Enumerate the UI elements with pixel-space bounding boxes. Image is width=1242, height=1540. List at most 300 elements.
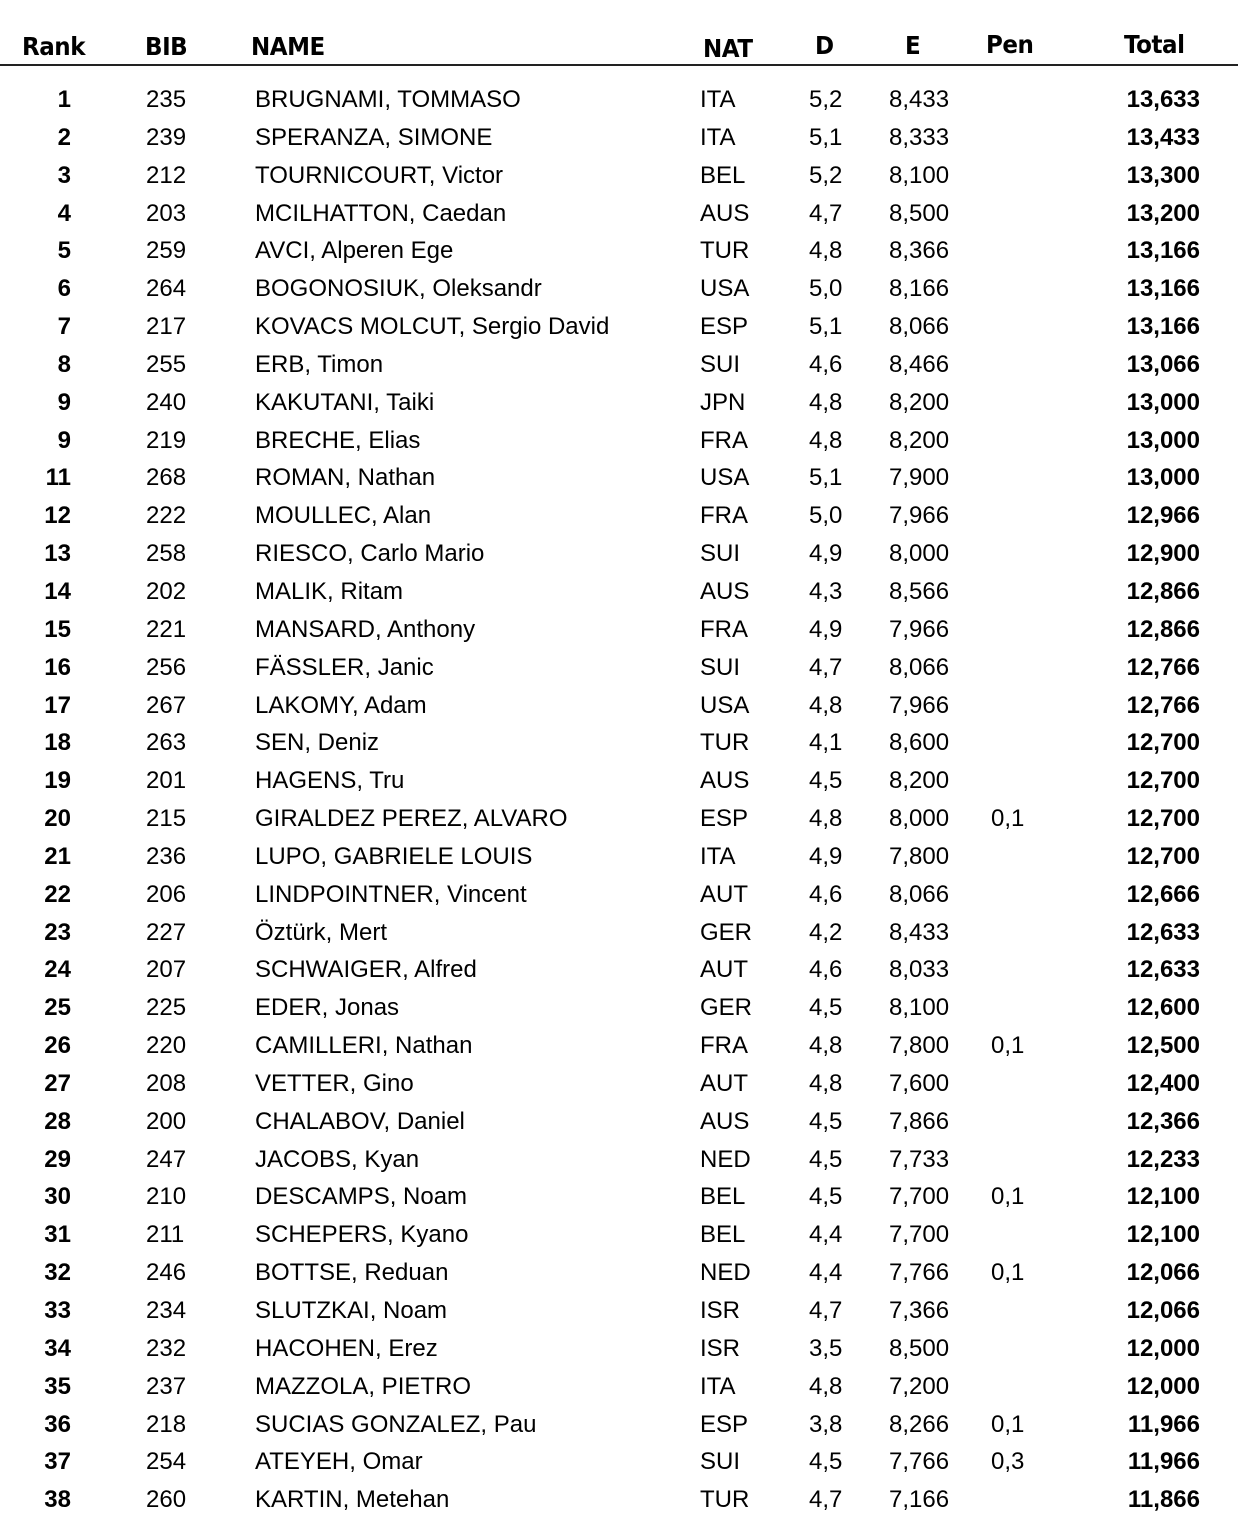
name-cell: SUCIAS GONZALEZ, Pau (255, 1410, 537, 1438)
e-score-cell: 8,433 (889, 918, 950, 946)
header-d: D (815, 31, 834, 60)
e-score-cell: 8,033 (889, 956, 950, 984)
rank-cell: 24 (44, 956, 71, 984)
e-score-cell: 8,566 (889, 577, 950, 605)
penalty-cell: 0,1 (991, 1183, 1025, 1211)
d-score-cell: 5,2 (809, 86, 843, 113)
e-score-cell: 7,800 (889, 842, 950, 870)
d-score-cell: 4,9 (809, 540, 843, 568)
total-cell: 11,866 (1127, 1486, 1200, 1514)
table-row (0, 309, 1242, 347)
nat-cell: SUI (700, 1448, 741, 1476)
e-score-cell: 8,000 (889, 540, 950, 568)
table-row (0, 1217, 1242, 1255)
nat-cell: TUR (700, 237, 750, 265)
total-cell: 12,100 (1126, 1183, 1200, 1211)
nat-cell: ESP (700, 313, 749, 341)
d-score-cell: 4,9 (809, 615, 843, 643)
header-total: Total (1124, 30, 1185, 59)
bib-cell: 235 (146, 86, 187, 113)
e-score-cell: 8,066 (889, 880, 950, 908)
rank-cell: 20 (44, 805, 71, 833)
total-cell: 12,866 (1126, 615, 1200, 643)
results-table-body (0, 82, 1242, 1520)
header-divider (0, 64, 1238, 66)
rank-cell: 12 (44, 502, 71, 530)
rank-cell: 23 (44, 918, 71, 946)
d-score-cell: 4,6 (809, 880, 843, 908)
e-score-cell: 8,166 (889, 275, 950, 303)
e-score-cell: 7,766 (889, 1448, 950, 1476)
total-cell: 12,766 (1126, 653, 1200, 681)
name-cell: AVCI, Alperen Ege (255, 237, 454, 265)
total-cell: 12,500 (1126, 1032, 1200, 1060)
d-score-cell: 4,7 (809, 1486, 843, 1514)
e-score-cell: 7,700 (889, 1183, 950, 1211)
total-cell: 12,000 (1126, 1334, 1200, 1362)
rank-cell: 28 (44, 1107, 71, 1135)
total-cell: 12,600 (1126, 994, 1200, 1022)
d-score-cell: 4,9 (809, 842, 843, 870)
bib-cell: 215 (146, 805, 187, 833)
rank-cell: 25 (44, 994, 71, 1022)
e-score-cell: 8,066 (889, 653, 950, 681)
name-cell: MCILHATTON, Caedan (255, 199, 507, 227)
e-score-cell: 8,500 (889, 1334, 950, 1362)
rank-cell: 2 (57, 123, 71, 151)
rank-cell: 15 (44, 615, 71, 643)
bib-cell: 237 (146, 1372, 187, 1400)
nat-cell: TUR (700, 729, 750, 757)
bib-cell: 236 (146, 842, 187, 870)
table-row (0, 82, 1242, 120)
name-cell: SCHWAIGER, Alfred (255, 956, 477, 984)
name-cell: Öztürk, Mert (255, 918, 388, 946)
e-score-cell: 8,366 (889, 237, 950, 265)
e-score-cell: 8,000 (889, 805, 950, 833)
total-cell: 12,766 (1126, 691, 1200, 719)
e-score-cell: 7,900 (889, 464, 950, 492)
e-score-cell: 7,366 (889, 1297, 950, 1324)
total-cell: 12,633 (1126, 918, 1200, 946)
d-score-cell: 5,1 (809, 123, 843, 151)
header-pen: Pen (986, 30, 1034, 59)
nat-cell: AUT (700, 1069, 748, 1097)
table-row (0, 158, 1242, 196)
name-cell: KARTIN, Metehan (255, 1486, 450, 1514)
bib-cell: 232 (146, 1334, 187, 1362)
rank-cell: 7 (57, 313, 71, 341)
rank-cell: 30 (44, 1183, 71, 1211)
bib-cell: 239 (146, 123, 187, 151)
e-score-cell: 7,733 (889, 1145, 950, 1173)
bib-cell: 217 (146, 313, 187, 341)
bib-cell: 203 (146, 199, 187, 227)
name-cell: VETTER, Gino (255, 1069, 414, 1097)
name-cell: CHALABOV, Daniel (255, 1107, 465, 1135)
nat-cell: AUS (700, 1107, 750, 1135)
d-score-cell: 4,8 (809, 388, 843, 416)
d-score-cell: 4,5 (809, 1145, 843, 1173)
name-cell: KOVACS MOLCUT, Sergio David (255, 313, 610, 341)
name-cell: GIRALDEZ PEREZ, ALVARO (255, 805, 568, 833)
name-cell: BOTTSE, Reduan (255, 1259, 449, 1287)
table-row (0, 763, 1242, 801)
rank-cell: 16 (44, 653, 71, 681)
bib-cell: 212 (146, 161, 187, 189)
name-cell: BRUGNAMI, TOMMASO (255, 86, 521, 113)
header-nat: NAT (703, 34, 753, 63)
e-score-cell: 8,200 (889, 426, 950, 454)
nat-cell: ISR (700, 1334, 741, 1362)
table-row (0, 990, 1242, 1028)
rank-cell: 27 (44, 1069, 71, 1097)
d-score-cell: 4,5 (809, 1183, 843, 1211)
total-cell: 12,066 (1126, 1297, 1200, 1324)
name-cell: SCHEPERS, Kyano (255, 1221, 469, 1249)
total-cell: 11,966 (1127, 1410, 1200, 1438)
e-score-cell: 7,200 (889, 1372, 950, 1400)
bib-cell: 206 (146, 880, 187, 908)
rank-cell: 37 (44, 1448, 71, 1476)
name-cell: LAKOMY, Adam (255, 691, 427, 719)
total-cell: 13,000 (1126, 388, 1200, 416)
table-row (0, 1444, 1242, 1482)
total-cell: 13,200 (1126, 199, 1200, 227)
table-row (0, 915, 1242, 953)
name-cell: MANSARD, Anthony (255, 615, 476, 643)
table-row (0, 498, 1242, 536)
rank-cell: 26 (44, 1032, 71, 1060)
bib-cell: 227 (146, 918, 187, 946)
e-score-cell: 8,100 (889, 161, 950, 189)
nat-cell: ISR (700, 1297, 741, 1324)
d-score-cell: 4,4 (809, 1221, 843, 1249)
bib-cell: 218 (146, 1410, 187, 1438)
d-score-cell: 4,7 (809, 1297, 843, 1324)
bib-cell: 260 (146, 1486, 187, 1514)
total-cell: 12,366 (1126, 1107, 1200, 1135)
d-score-cell: 4,3 (809, 577, 843, 605)
name-cell: TOURNICOURT, Victor (255, 161, 504, 189)
e-score-cell: 8,200 (889, 767, 950, 795)
rank-cell: 1 (57, 86, 71, 113)
nat-cell: TUR (700, 1486, 750, 1514)
rank-cell: 14 (44, 577, 71, 605)
name-cell: DESCAMPS, Noam (255, 1183, 468, 1211)
d-score-cell: 4,4 (809, 1259, 843, 1287)
total-cell: 12,100 (1126, 1221, 1200, 1249)
header-e: E (905, 31, 921, 60)
d-score-cell: 4,5 (809, 1107, 843, 1135)
bib-cell: 240 (146, 388, 187, 416)
rank-cell: 17 (44, 691, 71, 719)
d-score-cell: 4,8 (809, 1372, 843, 1400)
table-header (0, 28, 1242, 64)
table-row (0, 801, 1242, 839)
d-score-cell: 4,8 (809, 426, 843, 454)
table-row (0, 120, 1242, 158)
e-score-cell: 8,500 (889, 199, 950, 227)
table-row (0, 196, 1242, 234)
bib-cell: 246 (146, 1259, 187, 1287)
nat-cell: ESP (700, 805, 749, 833)
header-bib: BIB (145, 32, 188, 61)
total-cell: 13,166 (1126, 313, 1200, 341)
e-score-cell: 8,066 (889, 313, 950, 341)
name-cell: SLUTZKAI, Noam (255, 1297, 448, 1324)
total-cell: 13,300 (1126, 161, 1200, 189)
total-cell: 12,700 (1126, 767, 1200, 795)
d-score-cell: 3,5 (809, 1334, 843, 1362)
total-cell: 13,000 (1126, 426, 1200, 454)
rank-cell: 3 (57, 161, 71, 189)
name-cell: LINDPOINTNER, Vincent (255, 880, 527, 908)
bib-cell: 201 (146, 767, 187, 795)
name-cell: EDER, Jonas (255, 994, 400, 1022)
nat-cell: JPN (700, 388, 746, 416)
table-row (0, 1179, 1242, 1217)
nat-cell: ITA (700, 842, 736, 870)
bib-cell: 234 (146, 1297, 187, 1324)
nat-cell: NED (700, 1145, 751, 1173)
table-row (0, 347, 1242, 385)
d-score-cell: 4,8 (809, 805, 843, 833)
nat-cell: AUS (700, 199, 750, 227)
name-cell: KAKUTANI, Taiki (255, 388, 435, 416)
total-cell: 13,166 (1126, 275, 1200, 303)
d-score-cell: 4,1 (809, 729, 843, 757)
name-cell: HACOHEN, Erez (255, 1334, 438, 1362)
bib-cell: 221 (146, 615, 187, 643)
nat-cell: AUS (700, 577, 750, 605)
e-score-cell: 7,800 (889, 1032, 950, 1060)
table-row (0, 612, 1242, 650)
d-score-cell: 4,6 (809, 350, 843, 378)
name-cell: FÄSSLER, Janic (255, 653, 434, 681)
table-row (0, 877, 1242, 915)
e-score-cell: 7,600 (889, 1069, 950, 1097)
d-score-cell: 5,0 (809, 275, 843, 303)
name-cell: LUPO, GABRIELE LOUIS (255, 842, 533, 870)
e-score-cell: 7,866 (889, 1107, 950, 1135)
d-score-cell: 4,8 (809, 237, 843, 265)
nat-cell: AUS (700, 767, 750, 795)
nat-cell: BEL (700, 1221, 746, 1249)
e-score-cell: 8,333 (889, 123, 950, 151)
total-cell: 12,400 (1126, 1069, 1200, 1097)
nat-cell: ITA (700, 123, 736, 151)
table-row (0, 233, 1242, 271)
table-row (0, 1293, 1242, 1331)
total-cell: 13,000 (1126, 464, 1200, 492)
rank-cell: 36 (44, 1410, 71, 1438)
bib-cell: 259 (146, 237, 187, 265)
name-cell: SPERANZA, SIMONE (255, 123, 493, 151)
total-cell: 13,166 (1126, 237, 1200, 265)
d-score-cell: 4,8 (809, 691, 843, 719)
rank-cell: 22 (44, 880, 71, 908)
total-cell: 12,666 (1126, 880, 1200, 908)
d-score-cell: 4,6 (809, 956, 843, 984)
nat-cell: BEL (700, 1183, 746, 1211)
nat-cell: ITA (700, 1372, 736, 1400)
table-row (0, 1369, 1242, 1407)
bib-cell: 254 (146, 1448, 187, 1476)
bib-cell: 208 (146, 1069, 187, 1097)
table-row (0, 1331, 1242, 1369)
table-row (0, 725, 1242, 763)
rank-cell: 5 (57, 237, 71, 265)
penalty-cell: 0,3 (991, 1448, 1025, 1476)
bib-cell: 225 (146, 994, 187, 1022)
name-cell: JACOBS, Kyan (255, 1145, 420, 1173)
d-score-cell: 5,1 (809, 313, 843, 341)
table-row (0, 688, 1242, 726)
d-score-cell: 4,5 (809, 767, 843, 795)
total-cell: 11,966 (1127, 1448, 1200, 1476)
table-row (0, 839, 1242, 877)
table-row (0, 423, 1242, 461)
rank-cell: 11 (45, 464, 71, 492)
e-score-cell: 7,166 (889, 1486, 950, 1514)
nat-cell: FRA (700, 502, 748, 530)
rank-cell: 38 (44, 1486, 71, 1514)
e-score-cell: 7,966 (889, 691, 950, 719)
rank-cell: 6 (57, 275, 71, 303)
nat-cell: ITA (700, 86, 736, 113)
d-score-cell: 4,7 (809, 653, 843, 681)
rank-cell: 35 (44, 1372, 71, 1400)
rank-cell: 13 (44, 540, 71, 568)
penalty-cell: 0,1 (991, 1259, 1025, 1287)
nat-cell: GER (700, 994, 753, 1022)
rank-cell: 21 (44, 842, 71, 870)
total-cell: 12,700 (1126, 805, 1200, 833)
e-score-cell: 7,966 (889, 502, 950, 530)
table-row (0, 536, 1242, 574)
nat-cell: FRA (700, 615, 748, 643)
bib-cell: 211 (146, 1221, 185, 1249)
e-score-cell: 8,600 (889, 729, 950, 757)
nat-cell: SUI (700, 653, 741, 681)
total-cell: 12,900 (1126, 540, 1200, 568)
name-cell: MAZZOLA, PIETRO (255, 1372, 472, 1400)
bib-cell: 220 (146, 1032, 187, 1060)
nat-cell: BEL (700, 161, 746, 189)
total-cell: 12,966 (1126, 502, 1200, 530)
e-score-cell: 8,433 (889, 86, 950, 113)
nat-cell: AUT (700, 880, 748, 908)
rank-cell: 9 (57, 388, 71, 416)
penalty-cell: 0,1 (991, 1032, 1025, 1060)
name-cell: ATEYEH, Omar (255, 1448, 423, 1476)
e-score-cell: 7,766 (889, 1259, 950, 1287)
bib-cell: 258 (146, 540, 187, 568)
header-name: NAME (251, 32, 325, 61)
penalty-cell: 0,1 (991, 1410, 1025, 1438)
bib-cell: 202 (146, 577, 187, 605)
nat-cell: NED (700, 1259, 751, 1287)
nat-cell: FRA (700, 1032, 748, 1060)
bib-cell: 219 (146, 426, 187, 454)
name-cell: ERB, Timon (255, 350, 384, 378)
total-cell: 12,633 (1126, 956, 1200, 984)
name-cell: SEN, Deniz (255, 729, 380, 757)
total-cell: 12,866 (1126, 577, 1200, 605)
header-rank: Rank (22, 32, 86, 61)
bib-cell: 210 (146, 1183, 187, 1211)
e-score-cell: 8,100 (889, 994, 950, 1022)
table-row (0, 574, 1242, 612)
penalty-cell: 0,1 (991, 805, 1025, 833)
table-row (0, 385, 1242, 423)
d-score-cell: 5,1 (809, 464, 843, 492)
total-cell: 12,066 (1126, 1259, 1200, 1287)
d-score-cell: 4,5 (809, 1448, 843, 1476)
bib-cell: 207 (146, 956, 187, 984)
table-row (0, 650, 1242, 688)
bib-cell: 256 (146, 653, 187, 681)
name-cell: ROMAN, Nathan (255, 464, 436, 492)
d-score-cell: 3,8 (809, 1410, 843, 1438)
table-row (0, 1407, 1242, 1445)
total-cell: 12,700 (1126, 729, 1200, 757)
table-row (0, 1142, 1242, 1180)
bib-cell: 255 (146, 350, 187, 378)
bib-cell: 267 (146, 691, 187, 719)
rank-cell: 19 (44, 767, 71, 795)
nat-cell: ESP (700, 1410, 749, 1438)
nat-cell: USA (700, 691, 750, 719)
rank-cell: 29 (44, 1145, 71, 1173)
nat-cell: SUI (700, 540, 741, 568)
table-row (0, 1255, 1242, 1293)
rank-cell: 9 (57, 426, 71, 454)
name-cell: HAGENS, Tru (255, 767, 405, 795)
bib-cell: 247 (146, 1145, 187, 1173)
d-score-cell: 4,8 (809, 1069, 843, 1097)
name-cell: BRECHE, Elias (255, 426, 421, 454)
rank-cell: 32 (44, 1259, 71, 1287)
d-score-cell: 4,5 (809, 994, 843, 1022)
e-score-cell: 8,466 (889, 350, 950, 378)
total-cell: 13,066 (1126, 350, 1200, 378)
d-score-cell: 4,2 (809, 918, 843, 946)
name-cell: CAMILLERI, Nathan (255, 1032, 473, 1060)
name-cell: MOULLEC, Alan (255, 502, 432, 530)
table-row (0, 271, 1242, 309)
bib-cell: 263 (146, 729, 187, 757)
table-row (0, 1028, 1242, 1066)
rank-cell: 33 (44, 1297, 71, 1324)
nat-cell: USA (700, 464, 750, 492)
name-cell: MALIK, Ritam (255, 577, 404, 605)
bib-cell: 264 (146, 275, 187, 303)
nat-cell: FRA (700, 426, 748, 454)
nat-cell: SUI (700, 350, 741, 378)
d-score-cell: 4,8 (809, 1032, 843, 1060)
nat-cell: USA (700, 275, 750, 303)
bib-cell: 200 (146, 1107, 187, 1135)
rank-cell: 34 (44, 1334, 71, 1362)
e-score-cell: 7,966 (889, 615, 950, 643)
total-cell: 13,433 (1126, 123, 1200, 151)
rank-cell: 8 (57, 350, 71, 378)
rank-cell: 31 (44, 1221, 71, 1249)
d-score-cell: 5,2 (809, 161, 843, 189)
name-cell: BOGONOSIUK, Oleksandr (255, 275, 542, 303)
